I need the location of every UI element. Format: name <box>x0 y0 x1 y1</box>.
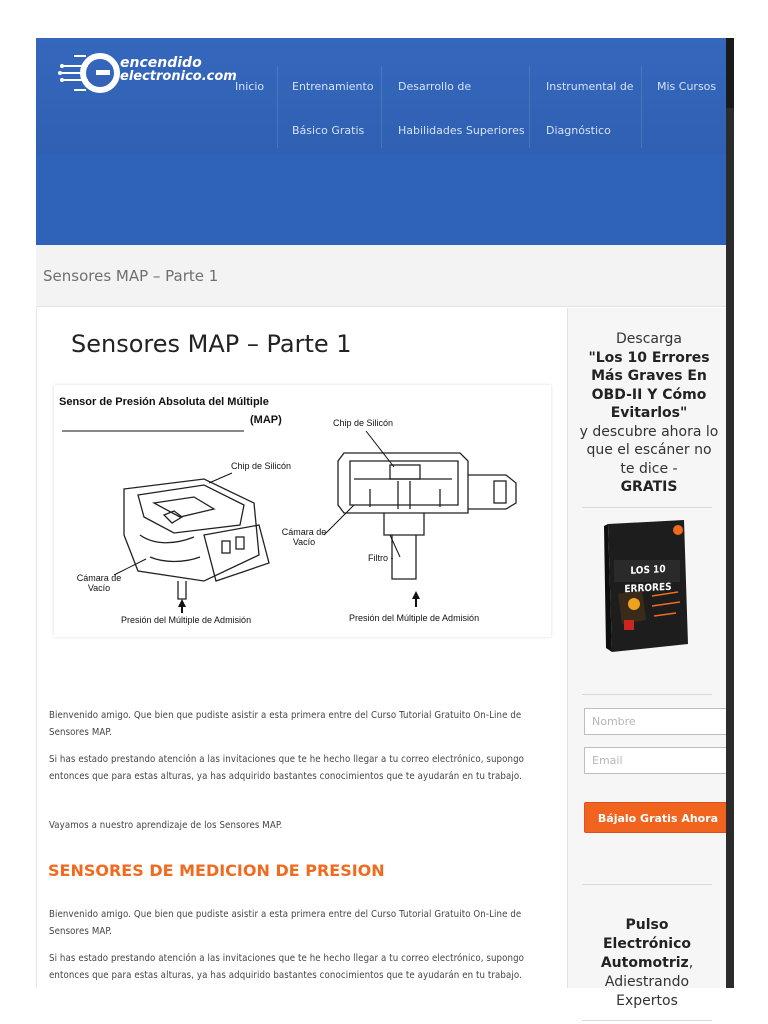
download-button[interactable]: Bájalo Gratis Ahora <box>584 802 732 833</box>
promo-title: "Los 10 Errores Más Graves En OBD-II Y Cómo Evitarlos" <box>588 349 710 421</box>
nav-separator <box>641 66 642 148</box>
nav-separator <box>277 66 278 148</box>
paragraph-5: Si has estado prestando atención a las invitaciones que te he hecho llegar a tu correo electrónico, supongo entonces que para estas alturas, ya has adquirido bastantes conocimientos que te ayudarán en tu trabajo. <box>49 953 525 981</box>
ebook-cover[interactable] <box>602 520 692 652</box>
logo-line2: electronico.com <box>120 69 237 84</box>
page-title-bar-text: Sensores MAP – Parte 1 <box>43 267 219 285</box>
sidebar-divider <box>582 1020 712 1021</box>
page-frame <box>36 38 726 1009</box>
label-presion-left: Presión del Múltiple de Admisión <box>121 615 252 625</box>
figure-heading-map: (MAP) <box>250 414 282 426</box>
pulso-rest: , Adiestrando Expertos <box>604 955 694 1009</box>
nav-item-desarrollo[interactable]: Desarrollo de <box>398 80 472 93</box>
page-scrollbar[interactable] <box>726 38 734 988</box>
nav-item-instrumental-line2[interactable]: Diagnóstico <box>546 124 611 137</box>
sidebar-divider <box>582 694 712 695</box>
label-chip-left: Chip de Silicón <box>231 461 292 471</box>
label-chip-right: Chip de Silicón <box>333 418 394 428</box>
site-header <box>36 38 726 245</box>
ebook-promo-text <box>578 330 720 497</box>
nav-separator <box>529 66 530 148</box>
logo-mark-icon <box>58 46 120 96</box>
paragraph-3: Vayamos a nuestro aprendizaje de los Sensores MAP. <box>49 820 283 831</box>
label-camara-left: Cámara de Vacío <box>76 573 122 593</box>
page-title-bar <box>36 245 726 307</box>
ebook-title-text: LOS 10 ERRORES <box>624 564 672 596</box>
label-filtro: Filtro - <box>368 553 394 563</box>
nav-item-mis-cursos[interactable]: Mis Cursos <box>657 80 717 93</box>
diagram-drawing <box>54 385 551 637</box>
nav-item-entrenamiento[interactable]: Entrenamiento <box>292 80 374 93</box>
scrollbar-thumb[interactable] <box>726 38 734 108</box>
figure-heading: Sensor de Presión Absoluta del Múltiple <box>59 396 269 408</box>
post-title: Sensores MAP – Parte 1 <box>71 330 352 358</box>
section-heading: SENSORES DE MEDICION DE PRESION <box>48 861 385 880</box>
sidebar-divider <box>582 884 712 885</box>
nav-separator <box>381 66 382 148</box>
pulso-brand: Pulso Electrónico Automotriz <box>600 917 692 971</box>
paragraph-2: Si has estado prestando atención a las invitaciones que te he hecho llegar a tu correo electrónico, supongo entonces que para estas alturas, ya has adquirido bastantes conocimientos que te ayudarán en tu trabajo. <box>49 754 525 782</box>
email-input[interactable]: Email <box>584 747 732 774</box>
label-camara-right: Cámara de Vacío <box>281 527 327 547</box>
main-content <box>36 308 567 988</box>
promo-descarga: Descarga <box>616 331 682 347</box>
site-logo[interactable] <box>58 46 238 102</box>
nav-item-entrenamiento-line2[interactable]: Básico Gratis <box>292 124 365 137</box>
logo-text <box>120 56 237 84</box>
promo-gratis: GRATIS <box>620 479 678 495</box>
promo-subtitle: y descubre ahora lo que el escáner no te dice - <box>579 423 719 477</box>
paragraph-1: Bienvenido amigo. Que bien que pudiste asistir a esta primera entre del Curso Tutorial Gratuito On-Line de Sensores MAP. <box>49 710 522 738</box>
map-sensor-diagram <box>54 385 551 637</box>
label-presion-right: Presión del Múltiple de Admisión <box>349 613 480 623</box>
sidebar <box>567 308 726 1009</box>
paragraph-4: Bienvenido amigo. Que bien que pudiste asistir a esta primera entre del Curso Tutorial Gratuito On-Line de Sensores MAP. <box>49 909 522 937</box>
nav-item-inicio[interactable]: Inicio <box>235 80 265 93</box>
nav-item-desarrollo-line2[interactable]: Habilidades Superiores <box>398 124 525 137</box>
pulso-tagline <box>582 916 712 1011</box>
name-input[interactable]: Nombre <box>584 708 732 735</box>
logo-line1: encendido <box>120 55 202 71</box>
nav-item-instrumental[interactable]: Instrumental de <box>546 80 634 93</box>
sidebar-divider <box>582 507 712 508</box>
